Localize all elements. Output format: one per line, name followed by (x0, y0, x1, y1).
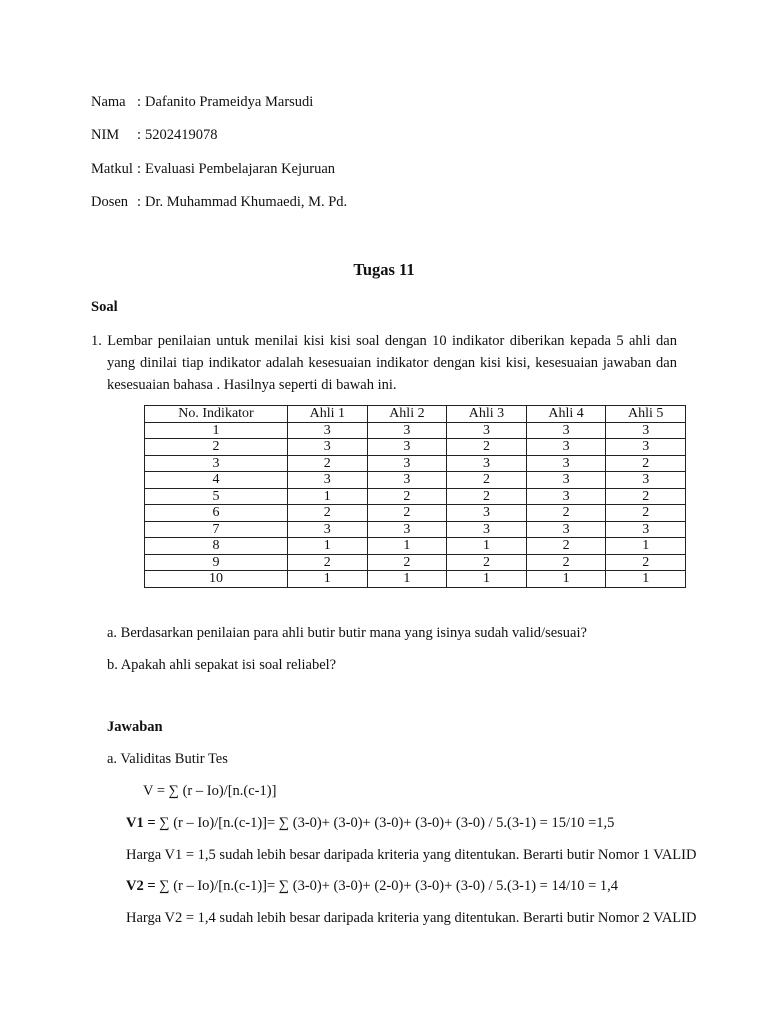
v1-calculation (126, 815, 614, 832)
table-header-cell: Ahli 5 (606, 406, 686, 423)
rating-cell: 2 (288, 455, 368, 472)
table-row (145, 455, 686, 472)
table-header-cell: Ahli 2 (367, 406, 447, 423)
table-header-cell: Ahli 4 (526, 406, 606, 423)
indicator-number-cell: 9 (145, 554, 288, 571)
table-row (145, 488, 686, 505)
identity-matkul-row (91, 161, 335, 178)
rating-cell: 3 (367, 455, 447, 472)
rating-cell: 3 (288, 439, 368, 456)
table-header-cell: No. Indikator (145, 406, 288, 423)
indicator-number-cell: 3 (145, 455, 288, 472)
v2-calculation (126, 878, 618, 895)
rating-cell: 3 (606, 521, 686, 538)
identity-label: Matkul (91, 161, 133, 177)
identity-separator: : (137, 94, 142, 110)
identity-label: NIM (91, 127, 120, 143)
v2-formula: ∑ (r – Io)/[n.(c-1)]= ∑ (3-0)+ (3-0)+ (2-0)+ (3-0)+ (3-0) / 5.(3-1) = 14/10 = 1,4 (159, 878, 619, 894)
identity-value: Dafanito Prameidya Marsudi (145, 94, 314, 110)
table-header-row (145, 406, 686, 423)
rating-cell: 2 (447, 472, 527, 489)
rating-cell: 1 (526, 571, 606, 588)
table-row (145, 571, 686, 588)
rating-cell: 2 (526, 554, 606, 571)
rating-cell: 2 (526, 505, 606, 522)
table-row (145, 439, 686, 456)
answer-a-heading: a. Validitas Butir Tes (107, 751, 228, 767)
rating-cell: 3 (526, 422, 606, 439)
rating-cell: 3 (526, 439, 606, 456)
identity-value: Dr. Muhammad Khumaedi, M. Pd. (145, 194, 348, 210)
rating-cell: 2 (288, 505, 368, 522)
table-row (145, 472, 686, 489)
identity-name-row (91, 94, 313, 111)
rating-cell: 1 (447, 538, 527, 555)
validity-formula: V = ∑ (r – Io)/[n.(c-1)] (143, 783, 277, 799)
rating-cell: 3 (367, 439, 447, 456)
rating-cell: 2 (367, 554, 447, 571)
rating-cell: 3 (447, 521, 527, 538)
question-1-text (91, 330, 677, 396)
rating-cell: 1 (367, 538, 447, 555)
indicator-number-cell: 4 (145, 472, 288, 489)
rating-cell: 3 (367, 521, 447, 538)
identity-separator: : (137, 127, 142, 143)
identity-label: Nama (91, 94, 126, 110)
rating-cell: 1 (606, 538, 686, 555)
rating-cell: 3 (288, 521, 368, 538)
identity-dosen-row (91, 194, 347, 211)
identity-separator: : (137, 161, 142, 177)
question-a-text: a. Berdasarkan penilaian para ahli butir butir mana yang isinya sudah valid/sesuai? (107, 625, 587, 641)
indicator-number-cell: 6 (145, 505, 288, 522)
indicator-number-cell: 5 (145, 488, 288, 505)
rating-cell: 2 (447, 439, 527, 456)
rating-cell: 2 (526, 538, 606, 555)
rating-cell: 3 (606, 422, 686, 439)
rating-cell: 3 (447, 505, 527, 522)
document-title: Tugas 11 (353, 260, 415, 279)
jawaban-heading: Jawaban (107, 719, 163, 735)
expert-rating-table (144, 405, 686, 588)
table-body (145, 422, 686, 587)
table-row (145, 521, 686, 538)
identity-separator: : (137, 194, 142, 210)
rating-cell: 2 (606, 505, 686, 522)
indicator-number-cell: 2 (145, 439, 288, 456)
identity-value: 5202419078 (145, 127, 218, 143)
rating-cell: 1 (367, 571, 447, 588)
rating-cell: 3 (526, 455, 606, 472)
rating-cell: 3 (526, 488, 606, 505)
indicator-number-cell: 7 (145, 521, 288, 538)
rating-cell: 2 (288, 554, 368, 571)
rating-cell: 3 (447, 422, 527, 439)
rating-cell: 1 (288, 571, 368, 588)
rating-cell: 2 (447, 554, 527, 571)
rating-cell: 3 (288, 472, 368, 489)
rating-cell: 1 (606, 571, 686, 588)
rating-cell: 1 (288, 488, 368, 505)
rating-cell: 2 (606, 554, 686, 571)
rating-cell: 2 (367, 505, 447, 522)
v2-label: V2 = (126, 878, 156, 894)
indicator-number-cell: 8 (145, 538, 288, 555)
table-row (145, 505, 686, 522)
identity-nim-row (91, 127, 218, 144)
table-row (145, 554, 686, 571)
rating-cell: 3 (606, 439, 686, 456)
rating-cell: 3 (367, 472, 447, 489)
v1-formula: ∑ (r – Io)/[n.(c-1)]= ∑ (3-0)+ (3-0)+ (3-0)+ (3-0)+ (3-0) / 5.(3-1) = 15/10 =1,5 (159, 815, 615, 831)
rating-cell: 2 (447, 488, 527, 505)
identity-label: Dosen (91, 194, 129, 210)
rating-cell: 1 (288, 538, 368, 555)
question-1-paragraph: 1. Lembar penilaian untuk menilai kisi kisi soal dengan 10 indikator diberikan kepada 5 ahli dan yang dinilai tiap indikator adalah kesesuaian indikator dengan kisi kisi, kesesuaian jawaban dan kesesuaian bahasa . Hasilnya seperti di bawah ini. (91, 333, 677, 393)
rating-cell: 3 (288, 422, 368, 439)
rating-cell: 3 (606, 472, 686, 489)
table-row (145, 538, 686, 555)
indicator-number-cell: 1 (145, 422, 288, 439)
rating-cell: 2 (367, 488, 447, 505)
indicator-number-cell: 10 (145, 571, 288, 588)
v1-result: Harga V1 = 1,5 sudah lebih besar daripada kriteria yang ditentukan. Berarti butir Nomor 1 VALID (126, 847, 697, 863)
table-header-cell: Ahli 1 (288, 406, 368, 423)
v1-label: V1 = (126, 815, 156, 831)
rating-cell: 3 (367, 422, 447, 439)
soal-heading: Soal (91, 299, 118, 315)
rating-cell: 3 (526, 472, 606, 489)
identity-value: Evaluasi Pembelajaran Kejuruan (145, 161, 336, 177)
question-b-text: b. Apakah ahli sepakat isi soal reliabel? (107, 657, 337, 673)
rating-cell: 1 (447, 571, 527, 588)
table-header-cell: Ahli 3 (447, 406, 527, 423)
rating-cell: 2 (606, 455, 686, 472)
rating-cell: 3 (526, 521, 606, 538)
table-row (145, 422, 686, 439)
rating-cell: 2 (606, 488, 686, 505)
v2-result: Harga V2 = 1,4 sudah lebih besar daripada kriteria yang ditentukan. Berarti butir Nomor 2 VALID (126, 910, 697, 926)
rating-cell: 3 (447, 455, 527, 472)
